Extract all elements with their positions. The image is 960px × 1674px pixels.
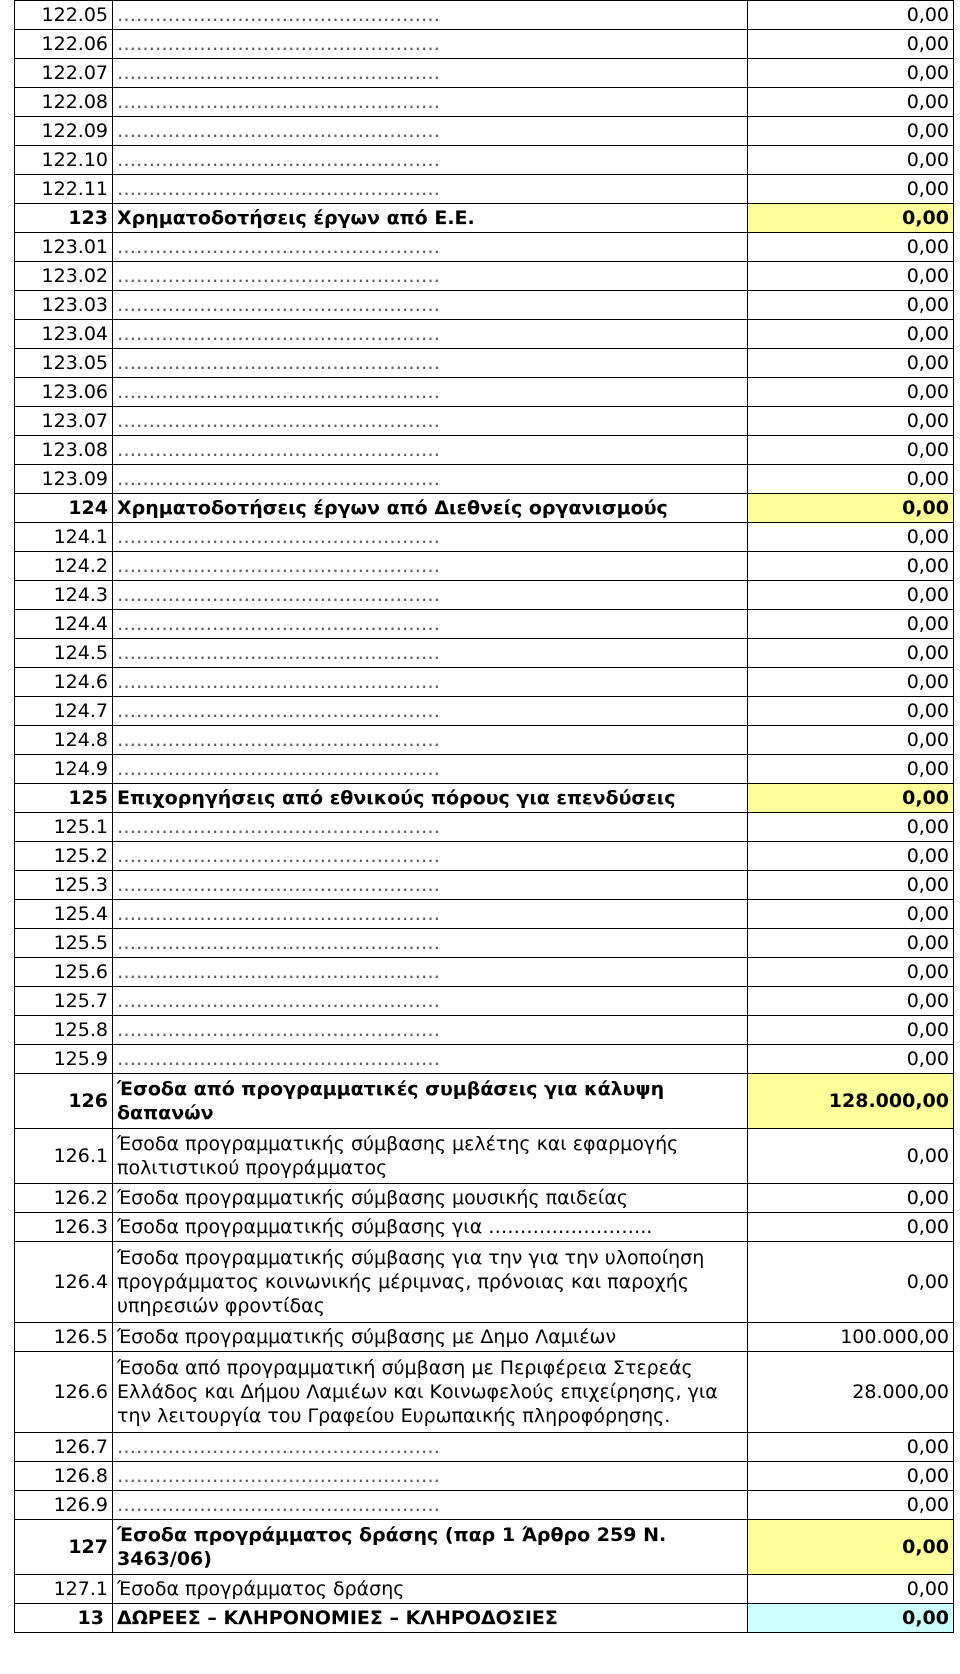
row-description: ……………………………………………: [113, 871, 748, 900]
row-code: 124.1: [15, 523, 113, 552]
row-description: ……………………………………………: [113, 1491, 748, 1520]
row-amount: 0,00: [748, 262, 954, 291]
row-amount: 0,00: [748, 842, 954, 871]
table-row: [15, 494, 954, 523]
table-row: [15, 291, 954, 320]
row-description: ……………………………………………: [113, 1, 748, 30]
table-row: [15, 755, 954, 784]
row-code: 122.06: [15, 30, 113, 59]
table-row: [15, 1074, 954, 1129]
row-amount: 0,00: [748, 1242, 954, 1323]
row-description: ……………………………………………: [113, 407, 748, 436]
row-amount: 0,00: [748, 349, 954, 378]
row-code: 13: [15, 1604, 113, 1633]
row-amount: 0,00: [748, 1604, 954, 1633]
row-amount: 0,00: [748, 233, 954, 262]
table-row: [15, 320, 954, 349]
table-row: [15, 1520, 954, 1575]
row-description: ……………………………………………: [113, 59, 748, 88]
table-row: [15, 871, 954, 900]
table-row: [15, 958, 954, 987]
row-code: 122.05: [15, 1, 113, 30]
row-code: 124.4: [15, 610, 113, 639]
row-amount: 0,00: [748, 929, 954, 958]
row-description: ……………………………………………: [113, 987, 748, 1016]
table-row: [15, 639, 954, 668]
row-amount: 0,00: [748, 59, 954, 88]
row-code: 125.4: [15, 900, 113, 929]
row-description: Έσοδα προγραμματικής σύμβασης για ……………………..: [113, 1213, 748, 1242]
table-row: [15, 1604, 954, 1633]
row-description: ……………………………………………: [113, 30, 748, 59]
row-description: Έσοδα προγραμματικής σύμβασης με Δημο Λαμιέων: [113, 1323, 748, 1352]
table-row: [15, 146, 954, 175]
table-row: [15, 1, 954, 30]
row-code: 127.1: [15, 1575, 113, 1604]
table-row: [15, 30, 954, 59]
table-row: [15, 697, 954, 726]
row-amount: 0,00: [748, 1213, 954, 1242]
table-row: [15, 1045, 954, 1074]
row-description: Χρηματοδοτήσεις έργων από Διεθνείς οργανισμούς: [113, 494, 748, 523]
row-code: 124.3: [15, 581, 113, 610]
table-row: [15, 842, 954, 871]
row-amount: 0,00: [748, 291, 954, 320]
row-amount: 0,00: [748, 465, 954, 494]
row-code: 125.9: [15, 1045, 113, 1074]
row-description: ……………………………………………: [113, 813, 748, 842]
table-row: [15, 784, 954, 813]
row-description: ……………………………………………: [113, 900, 748, 929]
row-code: 122.10: [15, 146, 113, 175]
row-amount: 0,00: [748, 1520, 954, 1575]
table-row: [15, 1213, 954, 1242]
row-amount: 0,00: [748, 1, 954, 30]
row-code: 123.06: [15, 378, 113, 407]
table-row: [15, 175, 954, 204]
table-row: [15, 610, 954, 639]
row-code: 125.8: [15, 1016, 113, 1045]
row-description: ……………………………………………: [113, 88, 748, 117]
table-row: [15, 407, 954, 436]
table-row: [15, 1433, 954, 1462]
row-code: 124.2: [15, 552, 113, 581]
row-description: Έσοδα προγράμματος δράσης (παρ 1 Άρθρο 259 Ν. 3463/06): [113, 1520, 748, 1575]
table-body: [15, 1, 954, 1633]
row-code: 122.07: [15, 59, 113, 88]
table-row: [15, 204, 954, 233]
row-description: Επιχορηγήσεις από εθνικούς πόρους για επενδύσεις: [113, 784, 748, 813]
row-code: 126.5: [15, 1323, 113, 1352]
row-code: 125.1: [15, 813, 113, 842]
table-row: [15, 552, 954, 581]
row-description: ……………………………………………: [113, 929, 748, 958]
row-description: Έσοδα από προγραμματικές συμβάσεις για κάλυψη δαπανών: [113, 1074, 748, 1129]
table-row: [15, 436, 954, 465]
row-code: 123.08: [15, 436, 113, 465]
row-description: ……………………………………………: [113, 552, 748, 581]
row-amount: 28.000,00: [748, 1352, 954, 1433]
row-code: 123.09: [15, 465, 113, 494]
row-code: 125.6: [15, 958, 113, 987]
row-code: 123.01: [15, 233, 113, 262]
row-amount: 0,00: [748, 30, 954, 59]
row-amount: 0,00: [748, 407, 954, 436]
row-code: 124.9: [15, 755, 113, 784]
row-amount: 128.000,00: [748, 1074, 954, 1129]
table-row: [15, 987, 954, 1016]
row-amount: 0,00: [748, 784, 954, 813]
row-description: ……………………………………………: [113, 175, 748, 204]
table-row: [15, 1184, 954, 1213]
table-row: [15, 262, 954, 291]
row-code: 124.7: [15, 697, 113, 726]
row-amount: 0,00: [748, 175, 954, 204]
table-row: [15, 465, 954, 494]
table-row: [15, 523, 954, 552]
row-description: Έσοδα από προγραμματική σύμβαση με Περιφέρεια Στερεάς Ελλάδος και Δήμου Λαμιέων και Κοινωφελούς επιχείρησης, για την λειτουργία του Γραφείου Ευρωπαικής πληροφόρησης.: [113, 1352, 748, 1433]
row-description: ……………………………………………: [113, 639, 748, 668]
row-amount: 0,00: [748, 639, 954, 668]
row-description: ……………………………………………: [113, 320, 748, 349]
row-code: 126.1: [15, 1129, 113, 1184]
row-description: ……………………………………………: [113, 465, 748, 494]
row-code: 125.3: [15, 871, 113, 900]
row-description: Έσοδα προγραμματικής σύμβασης για την για την υλοποίηση προγράμματος κοινωνικής μέριμνας, πρόνοιας και παροχής υπηρεσιών φροντίδας: [113, 1242, 748, 1323]
row-amount: 0,00: [748, 1491, 954, 1520]
table-row: [15, 117, 954, 146]
row-amount: 0,00: [748, 1462, 954, 1491]
row-amount: 0,00: [748, 871, 954, 900]
row-amount: 0,00: [748, 494, 954, 523]
table-row: [15, 1129, 954, 1184]
row-amount: 0,00: [748, 697, 954, 726]
table-row: [15, 1575, 954, 1604]
row-code: 126.4: [15, 1242, 113, 1323]
row-description: ……………………………………………: [113, 262, 748, 291]
row-code: 123: [15, 204, 113, 233]
row-description: ……………………………………………: [113, 842, 748, 871]
row-code: 124: [15, 494, 113, 523]
table-row: [15, 59, 954, 88]
row-description: ……………………………………………: [113, 1016, 748, 1045]
row-amount: 0,00: [748, 1045, 954, 1074]
row-code: 123.02: [15, 262, 113, 291]
row-description: ΔΩΡΕΕΣ – ΚΛΗΡΟΝΟΜΙΕΣ – ΚΛΗΡΟΔΟΣΙΕΣ: [113, 1604, 748, 1633]
revenue-budget-table: [14, 0, 954, 1633]
table-row: [15, 726, 954, 755]
table-row: [15, 668, 954, 697]
table-row: [15, 233, 954, 262]
table-row: [15, 1016, 954, 1045]
row-code: 125.2: [15, 842, 113, 871]
table-row: [15, 813, 954, 842]
row-description: ……………………………………………: [113, 726, 748, 755]
row-amount: 0,00: [748, 900, 954, 929]
row-code: 123.07: [15, 407, 113, 436]
row-description: ……………………………………………: [113, 958, 748, 987]
row-description: ……………………………………………: [113, 697, 748, 726]
row-amount: 0,00: [748, 88, 954, 117]
row-description: ……………………………………………: [113, 755, 748, 784]
row-code: 125.7: [15, 987, 113, 1016]
row-amount: 0,00: [748, 552, 954, 581]
row-code: 126.9: [15, 1491, 113, 1520]
row-amount: 0,00: [748, 146, 954, 175]
table-row: [15, 900, 954, 929]
row-code: 122.09: [15, 117, 113, 146]
row-description: ……………………………………………: [113, 668, 748, 697]
row-amount: 0,00: [748, 378, 954, 407]
row-amount: 0,00: [748, 204, 954, 233]
row-description: Έσοδα προγραμματικής σύμβασης μουσικής παιδείας: [113, 1184, 748, 1213]
row-description: ……………………………………………: [113, 291, 748, 320]
row-code: 124.6: [15, 668, 113, 697]
row-code: 126.6: [15, 1352, 113, 1433]
table-row: [15, 929, 954, 958]
row-description: ……………………………………………: [113, 146, 748, 175]
row-amount: 0,00: [748, 1016, 954, 1045]
row-description: Χρηματοδοτήσεις έργων από Ε.Ε.: [113, 204, 748, 233]
row-code: 126.2: [15, 1184, 113, 1213]
row-amount: 0,00: [748, 436, 954, 465]
row-code: 123.05: [15, 349, 113, 378]
row-amount: 0,00: [748, 987, 954, 1016]
table-row: [15, 1323, 954, 1352]
row-description: ……………………………………………: [113, 1462, 748, 1491]
row-description: ……………………………………………: [113, 349, 748, 378]
table-row: [15, 1491, 954, 1520]
row-code: 127: [15, 1520, 113, 1575]
row-amount: 0,00: [748, 1433, 954, 1462]
row-amount: 0,00: [748, 755, 954, 784]
row-code: 126.3: [15, 1213, 113, 1242]
row-description: ……………………………………………: [113, 233, 748, 262]
row-code: 126.8: [15, 1462, 113, 1491]
row-code: 123.04: [15, 320, 113, 349]
row-amount: 0,00: [748, 958, 954, 987]
table-row: [15, 1462, 954, 1491]
row-description: ……………………………………………: [113, 378, 748, 407]
row-code: 122.08: [15, 88, 113, 117]
row-description: ……………………………………………: [113, 610, 748, 639]
row-code: 123.03: [15, 291, 113, 320]
row-code: 124.5: [15, 639, 113, 668]
row-description: ……………………………………………: [113, 523, 748, 552]
row-description: ……………………………………………: [113, 581, 748, 610]
row-description: ……………………………………………: [113, 436, 748, 465]
row-code: 124.8: [15, 726, 113, 755]
row-amount: 100.000,00: [748, 1323, 954, 1352]
row-code: 126: [15, 1074, 113, 1129]
row-amount: 0,00: [748, 1184, 954, 1213]
row-code: 125: [15, 784, 113, 813]
row-amount: 0,00: [748, 581, 954, 610]
row-code: 125.5: [15, 929, 113, 958]
row-description: ……………………………………………: [113, 1433, 748, 1462]
table-row: [15, 1242, 954, 1323]
row-code: 126.7: [15, 1433, 113, 1462]
row-amount: 0,00: [748, 610, 954, 639]
row-description: ……………………………………………: [113, 117, 748, 146]
row-amount: 0,00: [748, 523, 954, 552]
row-amount: 0,00: [748, 726, 954, 755]
row-amount: 0,00: [748, 117, 954, 146]
row-amount: 0,00: [748, 668, 954, 697]
table-row: [15, 378, 954, 407]
row-amount: 0,00: [748, 320, 954, 349]
row-amount: 0,00: [748, 1129, 954, 1184]
row-amount: 0,00: [748, 813, 954, 842]
row-description: ……………………………………………: [113, 1045, 748, 1074]
row-description: Έσοδα προγράμματος δράσης: [113, 1575, 748, 1604]
row-description: Έσοδα προγραμματικής σύμβασης μελέτης και εφαρμογής πολιτιστικού προγράμματος: [113, 1129, 748, 1184]
table-row: [15, 1352, 954, 1433]
table-row: [15, 581, 954, 610]
row-code: 122.11: [15, 175, 113, 204]
row-amount: 0,00: [748, 1575, 954, 1604]
table-row: [15, 349, 954, 378]
table-row: [15, 88, 954, 117]
